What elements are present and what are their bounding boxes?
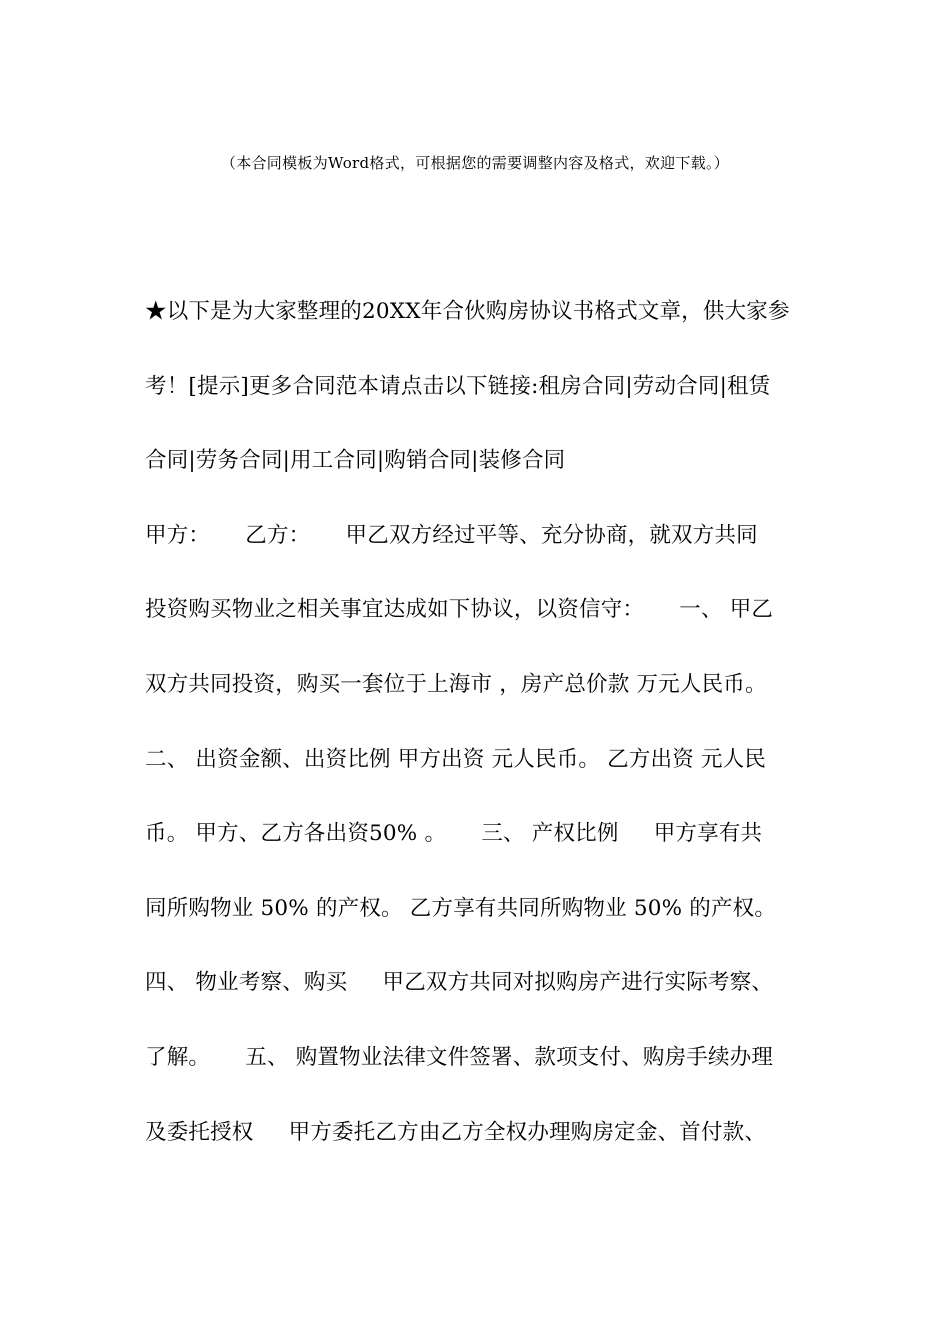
body-line: 考！[提示]更多合同范本请点击以下链接:租房合同|劳动合同|租赁 xyxy=(145,373,771,399)
document-body xyxy=(145,290,825,1185)
body-line: 投资购买物业之相关事宜达成如下协议，以资信守： 一、 甲乙 xyxy=(145,597,774,623)
body-line: ★以下是为大家整理的20XX年合伙购房协议书格式文章，供大家参 xyxy=(145,299,790,324)
body-line: 同所购物业 50% 的产权。 乙方享有共同所购物业 50% 的产权。 xyxy=(145,895,777,921)
body-line: 双方共同投资，购买一套位于上海市 ，房产总价款 万元人民币。 xyxy=(145,671,767,697)
body-line: 二、 出资金额、出资比例 甲方出资 元人民币。 乙方出资 元人民 xyxy=(145,746,767,772)
body-line: 四、 物业考察、购买 甲乙双方共同对拟购房产进行实际考察、 xyxy=(145,970,774,996)
body-line: 甲方： 乙方： 甲乙双方经过平等、充分协商，就双方共同 xyxy=(145,522,758,548)
body-line: 及委托授权 甲方委托乙方由乙方全权办理购房定金、首付款、 xyxy=(145,1119,767,1145)
body-line: 币。 甲方、乙方各出资50% 。 三、 产权比例 甲方享有共 xyxy=(145,821,763,847)
template-note: （本合同模板为Word格式，可根据您的需要调整内容及格式，欢迎下载。） xyxy=(220,154,730,172)
body-line: 了解。 五、 购置物业法律文件签署、款项支付、购房手续办理 xyxy=(145,1044,774,1070)
body-line: 合同|劳务合同|用工合同|购销合同|装修合同 xyxy=(145,448,566,474)
